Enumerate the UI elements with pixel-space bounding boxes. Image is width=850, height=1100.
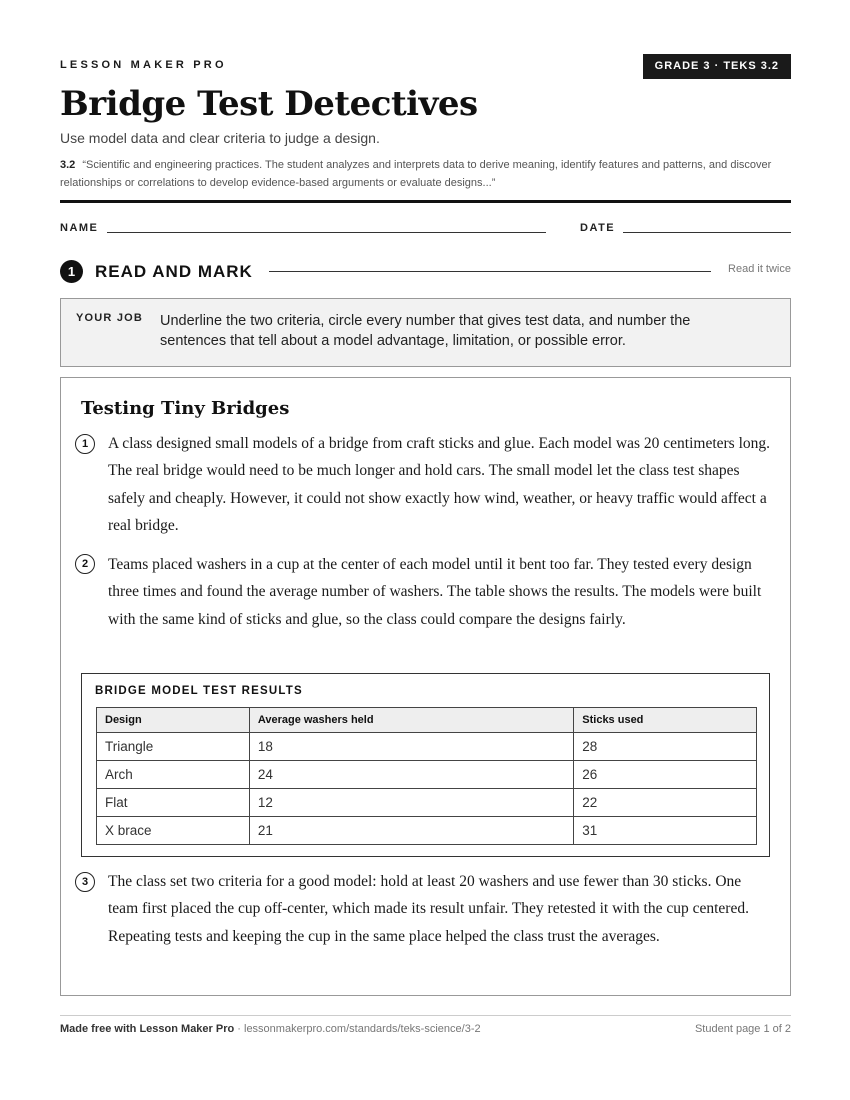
date-field[interactable]: [623, 232, 791, 233]
section-note: Read it twice: [728, 263, 791, 275]
table-row: [97, 733, 757, 761]
table-cell: 21: [249, 817, 573, 845]
paragraph-3: The class set two criteria for a good model: hold at least 20 washers and use fewer than 30 sticks. One team first placed the cup off-center, which made its result unfair. They retested it with the cup centered. Repeating tests and keeping the cup in the same place helped the class trust the averages.: [108, 873, 749, 945]
section-divider: [269, 271, 711, 272]
table-cell: 28: [574, 733, 757, 761]
name-label: NAME: [60, 222, 99, 234]
job-box: [60, 298, 791, 367]
column-header-washers: Average washers held: [249, 708, 573, 733]
results-table-box: [81, 673, 770, 857]
column-header-sticks: Sticks used: [574, 708, 757, 733]
reading-passage: [60, 377, 791, 996]
brand-name: LESSON MAKER PRO: [60, 59, 227, 71]
table-cell: 22: [574, 789, 757, 817]
job-label: YOUR JOB: [76, 312, 144, 324]
table-cell: 18: [249, 733, 573, 761]
job-instructions: Underline the two criteria, circle every number that gives test data, and number the sentences that tell about a model advantage, limitation, or possible error.: [160, 313, 691, 349]
standard-code: 3.2: [60, 159, 76, 171]
grade-badge: GRADE 3 · TEKS 3.2: [643, 54, 791, 79]
page-subtitle: Use model data and clear criteria to judge a design.: [60, 130, 380, 146]
table-cell: 26: [574, 761, 757, 789]
footer-credit: [60, 1023, 481, 1035]
header-divider: [60, 200, 791, 203]
results-table: [96, 707, 757, 845]
paragraph-number-1: 1: [75, 434, 95, 454]
table-cell: Flat: [97, 789, 250, 817]
table-cell: 24: [249, 761, 573, 789]
section-number-badge: 1: [60, 260, 83, 283]
table-row: [97, 761, 757, 789]
table-row: [97, 789, 757, 817]
section-title: READ AND MARK: [95, 262, 253, 281]
paragraph-number-2: 2: [75, 554, 95, 574]
column-header-design: Design: [97, 708, 250, 733]
paragraph-number-3: 3: [75, 872, 95, 892]
table-cell: 12: [249, 789, 573, 817]
table-cell: X brace: [97, 817, 250, 845]
worksheet-page: [60, 0, 791, 1100]
table-cell: Arch: [97, 761, 250, 789]
paragraph-1: A class designed small models of a bridge from craft sticks and glue. Each model was 20 centimeters long. The real bridge would need to be much longer and hold cars. The small model let the class test shapes safely and cheaply. However, it could not show exactly how wind, weather, or heavy traffic would affect a real bridge.: [108, 435, 771, 534]
table-row: [97, 817, 757, 845]
standard-statement: [60, 156, 791, 192]
footer-url[interactable]: · lessonmakerpro.com/standards/teks-science/3-2: [234, 1023, 481, 1035]
page-title: Bridge Test Detectives: [60, 84, 478, 124]
date-label: DATE: [580, 222, 616, 234]
table-cell: 31: [574, 817, 757, 845]
table-header-row: [97, 708, 757, 733]
paragraph-2: Teams placed washers in a cup at the center of each model until it bent too far. They tested every design three times and found the average number of washers. The table shows the results. The models were built with the same kind of sticks and glue, so the class could compare the designs fairly.: [108, 556, 762, 628]
footer-divider: [60, 1015, 791, 1016]
footer-made-with: Made free with Lesson Maker Pro: [60, 1023, 235, 1035]
passage-title: Testing Tiny Bridges: [81, 398, 290, 419]
name-field[interactable]: [107, 232, 546, 233]
table-cell: Triangle: [97, 733, 250, 761]
table-title: BRIDGE MODEL TEST RESULTS: [95, 685, 303, 697]
footer-page-number: Student page 1 of 2: [694, 1023, 791, 1035]
standard-text: “Scientific and engineering practices. The student analyzes and interprets data to derive meaning, identify features and patterns, and discover relationships or correlations to develop evidence-based arguments or evaluate designs...”: [60, 159, 772, 189]
